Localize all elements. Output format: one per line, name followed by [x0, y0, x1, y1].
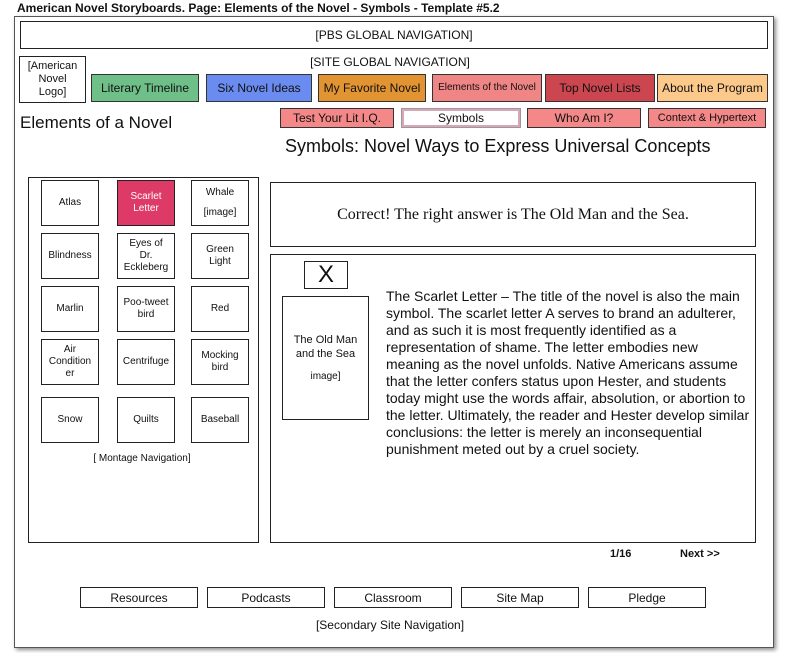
symbol-tile-label: Red	[210, 303, 230, 314]
symbol-tile-label: Blindness	[48, 250, 92, 261]
symbol-tile-label: Eyes of	[129, 238, 163, 249]
symbol-tile-label: Poo-tweet	[123, 297, 169, 308]
footer-pledge[interactable]: Pledge	[588, 587, 706, 608]
symbol-tile-label: Marlin	[56, 303, 84, 314]
symbol-description: The Scarlet Letter – The title of the novel is also the main symbol. The scarlet letter A serves to brand an adulterer, and as such it is most frequently identified as a representation of shame. The letter embodies new meaning as the novel unfolds. Native Americans assume that the letter confers status upon Hester, and students today might use the words affair, absolution, or abortion to the letter. Ultimately, the reader and Hester develop similar conclusions: the letter is merely an inconsequential punishment meted out by a cruel society.	[386, 288, 750, 457]
symbol-tile-label: Eckleberg	[123, 262, 169, 273]
nav-six-novel-ideas[interactable]: Six Novel Ideas	[206, 74, 312, 102]
nav-my-favorite-novel[interactable]: My Favorite Novel	[318, 74, 426, 102]
subtab-context-hypertext[interactable]: Context & Hypertext	[648, 108, 766, 128]
american-novel-logo[interactable]	[19, 56, 86, 103]
close-button[interactable]: X	[304, 261, 348, 289]
logo-line: Logo]	[38, 86, 67, 98]
subtab-symbols[interactable]: Symbols	[401, 108, 521, 128]
footer-site-map[interactable]: Site Map	[461, 587, 579, 608]
nav-about-the-program[interactable]: About the Program	[657, 74, 768, 102]
symbol-tile-label: Light	[209, 256, 231, 267]
symbol-tile-label: Whale	[205, 187, 235, 198]
symbol-tile[interactable]	[41, 397, 99, 443]
symbol-tile-label: Atlas	[58, 197, 82, 208]
symbol-tile-label: Quilts	[133, 414, 159, 425]
symbol-tile[interactable]	[117, 233, 175, 279]
symbol-tile-label: Condition	[48, 356, 92, 367]
symbol-tile[interactable]	[191, 233, 249, 279]
footer-resources[interactable]: Resources	[80, 587, 198, 608]
symbol-tile-label: bird	[137, 309, 155, 320]
symbol-tile-label: Air	[63, 344, 77, 355]
symbol-tile-label: [image]	[203, 207, 237, 218]
book-title-line: and the Sea	[295, 347, 356, 360]
pbs-global-navigation[interactable]: [PBS GLOBAL NAVIGATION]	[20, 21, 768, 49]
logo-line: Novel	[38, 73, 67, 85]
book-image-placeholder	[282, 296, 369, 420]
montage-navigation[interactable]: [ Montage Navigation]	[93, 453, 191, 464]
logo-line: [American	[27, 60, 78, 72]
symbol-tile[interactable]	[191, 180, 249, 226]
symbol-tile-label: Mocking	[201, 350, 239, 361]
subtab-who-am-i[interactable]: Who Am I?	[527, 108, 641, 128]
subtab-test-your-lit-iq[interactable]: Test Your Lit I.Q.	[280, 108, 394, 128]
image-label: image]	[310, 370, 341, 382]
symbol-tile-label: Baseball	[200, 414, 240, 425]
symbol-tile-label: Letter	[133, 203, 159, 214]
page-heading: Symbols: Novel Ways to Express Universal Concepts	[285, 136, 711, 156]
symbol-tile-label: Centrifuge	[122, 356, 170, 367]
symbol-tile[interactable]	[191, 397, 249, 443]
symbol-tile-label: Snow	[57, 414, 83, 425]
symbol-tile-label: Scarlet	[130, 191, 162, 202]
symbol-tile[interactable]	[41, 233, 99, 279]
symbol-tile[interactable]	[117, 339, 175, 385]
symbol-tile[interactable]	[117, 180, 175, 226]
symbol-tile[interactable]	[41, 180, 99, 226]
symbol-tile-label: Green	[206, 244, 234, 255]
footer-podcasts[interactable]: Podcasts	[207, 587, 325, 608]
document-title: American Novel Storyboards. Page: Elements of the Novel - Symbols - Template #5.2	[17, 1, 500, 15]
symbol-tile-label: bird	[211, 362, 229, 373]
site-global-navigation-label: [SITE GLOBAL NAVIGATION]	[310, 55, 470, 69]
symbol-tile-label: Dr.	[139, 250, 153, 261]
book-title-line: The Old Man	[293, 333, 358, 346]
symbol-tile[interactable]	[41, 339, 99, 385]
symbol-tile-label: er	[65, 368, 75, 379]
nav-elements-of-the-novel[interactable]: Elements of the Novel	[432, 74, 542, 102]
symbol-tile[interactable]	[117, 397, 175, 443]
answer-feedback: Correct! The right answer is The Old Man and the Sea.	[270, 182, 756, 247]
symbol-tile[interactable]	[41, 286, 99, 332]
footer-classroom[interactable]: Classroom	[334, 587, 452, 608]
page-counter: 1/16	[610, 548, 632, 560]
secondary-site-navigation[interactable]: [Secondary Site Navigation]	[315, 618, 465, 632]
nav-top-novel-lists[interactable]: Top Novel Lists	[545, 74, 655, 102]
nav-literary-timeline[interactable]: Literary Timeline	[91, 74, 199, 102]
next-link[interactable]: Next >>	[680, 548, 720, 560]
section-title: Elements of a Novel	[20, 113, 173, 132]
symbol-tile[interactable]	[191, 286, 249, 332]
symbol-tile[interactable]	[191, 339, 249, 385]
symbol-tile[interactable]	[117, 286, 175, 332]
